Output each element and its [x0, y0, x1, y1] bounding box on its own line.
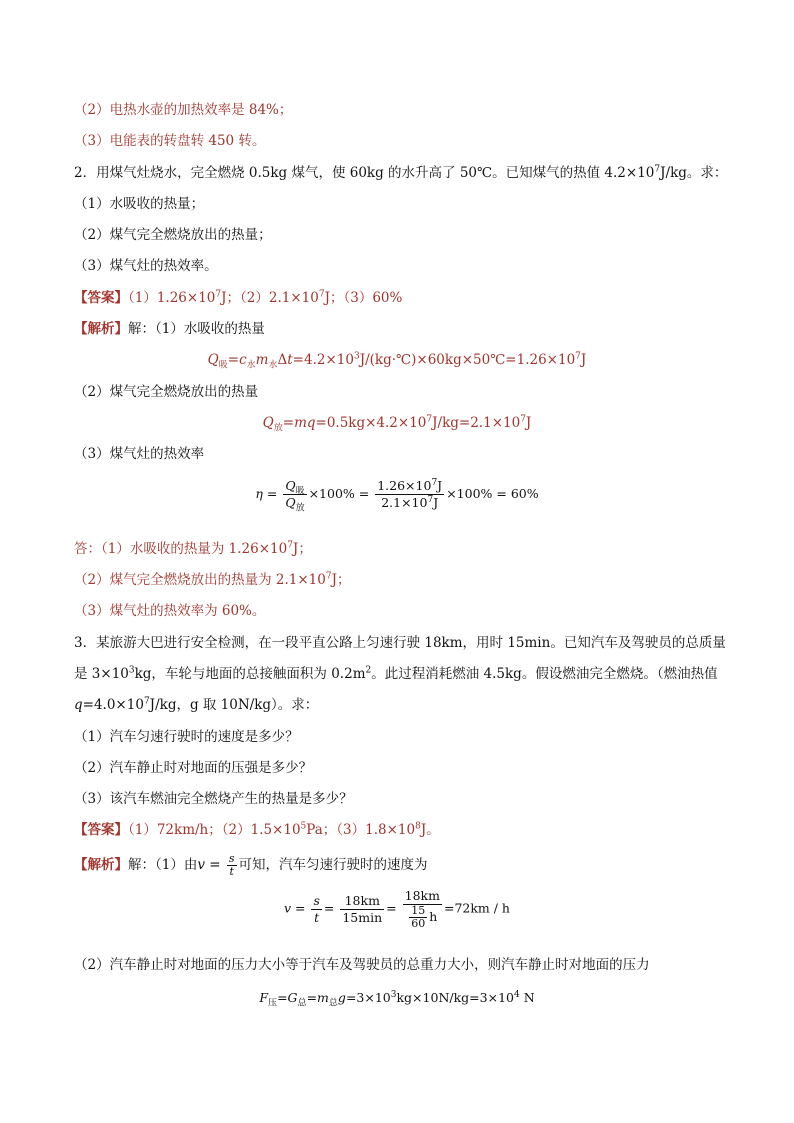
solution-tag-3: 【解析】	[74, 857, 128, 873]
question-2-answer: 【答案】$(1)1.26\times 10^7J$；$(2)2.1\times 10^7J$；（3）60%	[74, 289, 403, 306]
question-2-solution-intro: 【解析】解：（1）水吸收的热量	[74, 321, 265, 337]
question-3-part-3: （3）该汽车燃油完全燃烧产生的热量是多少？	[74, 791, 353, 807]
equation-heat-absorbed: $Q_吸=c_水m_水\Delta t=4.2\times 10^3J/(kg\cdot℃)\times 60kg\times 50℃=1.26\times 10^7J$	[207, 351, 587, 371]
answer-tag: 【答案】	[74, 290, 128, 306]
question-2-conclusion-1: 答：（1）水吸收的热量为 $1.26\times 10^7J$；	[74, 540, 312, 557]
answer-line-2: （2）电热水壶的加热效率是 84%；	[74, 102, 293, 118]
question-3-stem-2: 是 $3\times 10^3kg$，车轮与地面的总接触面积为 $0.2m^2$。此过程消耗燃油 4.5kg。假设燃油完全燃烧。（燃油热值	[74, 665, 718, 682]
question-3-solution-intro: 【解析】解：（1）由v = $\frac{s}{t}$ 可知，汽车匀速行驶时的速度为	[74, 852, 428, 878]
question-2-part-2: （2）煤气完全燃烧放出的热量；	[74, 227, 272, 243]
question-2-solution-2: （2）煤气完全燃烧放出的热量	[74, 384, 259, 400]
answer-line-3: （3）电能表的转盘转 450 转。	[74, 133, 266, 149]
question-2-solution-3: （3）煤气灶的热效率	[74, 446, 205, 462]
equation-heat-released: $Q_放=mq=0.5kg\times 4.2\times 10^7J/kg=2.1\times 10^7J$	[262, 414, 532, 434]
question-3-solution-2: （2）汽车静止时对地面的压力大小等于汽车及驾驶员的总重力大小，则汽车静止时对地面的压力	[74, 957, 650, 973]
question-2-conclusion-3: （3）煤气灶的热效率为 60%。	[74, 603, 266, 619]
question-2-part-3: （3）煤气灶的热效率。	[74, 258, 218, 274]
question-3-part-1: （1）汽车匀速行驶时的速度是多少？	[74, 729, 299, 745]
solution-tag: 【解析】	[74, 321, 128, 337]
question-2-conclusion-2: （2）煤气完全燃烧放出的热量为 $2.1\times 10^7J$；	[74, 571, 351, 588]
question-3-stem-3: $q=4.0\times 10^7J/kg$，g 取 10N/kg）。求：	[74, 696, 319, 713]
question-3-part-2: （2）汽车静止时对地面的压强是多少？	[74, 760, 313, 776]
question-2-stem: 2．用煤气灶烧水，完全燃烧 0.5kg 煤气，使 60kg 的水升高了 50℃。已知煤气的热值 $4.2\times 10^7J/kg$。求：	[74, 164, 728, 181]
equation-efficiency: η = $\frac{Q_吸}{Q_放}$ ×100% = $\frac{1.26\times 10^7J}{2.1\times 10^7J}$ ×100% = 60%	[255, 477, 539, 514]
equation-speed: v = $\frac{s}{t}$ = $\frac{18km}{15\min}$ = 18km $\frac{15}{60}$ h =72km / h	[284, 888, 510, 930]
equation-pressure-force: $F_压=G_总=m_总g=3\times 10^3kg\times 10N/kg=3\times 10^4$ N	[259, 989, 535, 1009]
answer-tag-3: 【答案】	[74, 822, 128, 838]
question-3-stem-1: 3．某旅游大巴进行安全检测，在一段平直公路上匀速行驶 18km，用时 15min。已知汽车及驾驶员的总质量	[74, 635, 726, 651]
question-3-answer: 【答案】（1）72km/h；$(2)1.5\times 10^5Pa$；$(3)1.8\times 10^8J$。	[74, 821, 440, 838]
question-2-part-1: （1）水吸收的热量；	[74, 196, 205, 212]
